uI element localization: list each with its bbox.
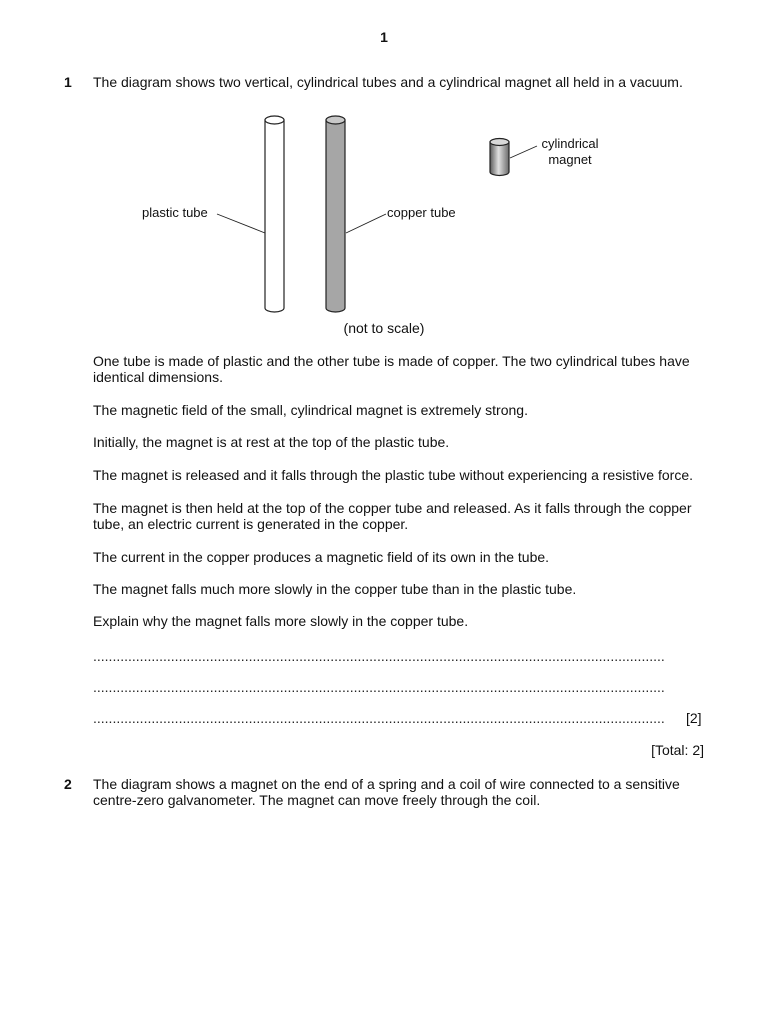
magnet-label-line-2: magnet [548,152,592,167]
question-1-intro: The diagram shows two vertical, cylindrical tubes and a cylindrical magnet all held in a vacuum. [93,74,683,90]
question-1-prompt: Explain why the magnet falls more slowly in the copper tube. [93,613,469,629]
plastic-tube-label: plastic tube [142,205,208,220]
copper-leader-line [346,214,386,233]
page-number: 1 [380,29,388,45]
tubes-diagram-svg [0,100,768,350]
answer-line-2[interactable]: ................................................................................................................................................... [93,679,665,695]
magnet-label-line-1: cylindrical [541,136,599,151]
magnet-leader-line [510,146,537,158]
plastic-leader-line [217,214,265,233]
paragraph-copper-fall: The magnet is then held at the top of the copper tube and released. As it falls through the copper tube, an electric current is generated in the copper. [93,500,692,532]
answer-line-1[interactable]: ................................................................................................................................................... [93,648,665,664]
paragraph-initial-state: Initially, the magnet is at rest at the top of the plastic tube. [93,434,450,450]
scale-note: (not to scale) [343,320,425,336]
copper-tube-label: copper tube [387,205,456,220]
question-1-total: [Total: 2] [651,742,704,758]
paragraph-slower-fall: The magnet falls much more slowly in the copper tube than in the plastic tube. [93,581,577,597]
plastic-tube [265,116,284,312]
copper-tube [326,116,345,312]
question-1-number: 1 [64,74,72,90]
question-2-text: The diagram shows a magnet on the end of a spring and a coil of wire connected to a sensitive centre-zero galvanometer. The magnet can move freely through the coil. [93,776,680,808]
tubes-diagram [0,100,768,350]
answer-line-3[interactable]: ................................................................................................................................................... [93,710,665,726]
paragraph-plastic-fall: The magnet is released and it falls through the plastic tube without experiencing a resistive force. [93,467,693,483]
paragraph-tube-materials: One tube is made of plastic and the other tube is made of copper. The two cylindrical tubes have identical dimensions. [93,353,690,385]
cylindrical-magnet [490,139,509,176]
paragraph-magnet-strength: The magnetic field of the small, cylindrical magnet is extremely strong. [93,402,528,418]
paragraph-copper-field: The current in the copper produces a magnetic field of its own in the tube. [93,549,550,565]
marks-indicator: [2] [686,710,702,726]
question-2-number: 2 [64,776,72,792]
